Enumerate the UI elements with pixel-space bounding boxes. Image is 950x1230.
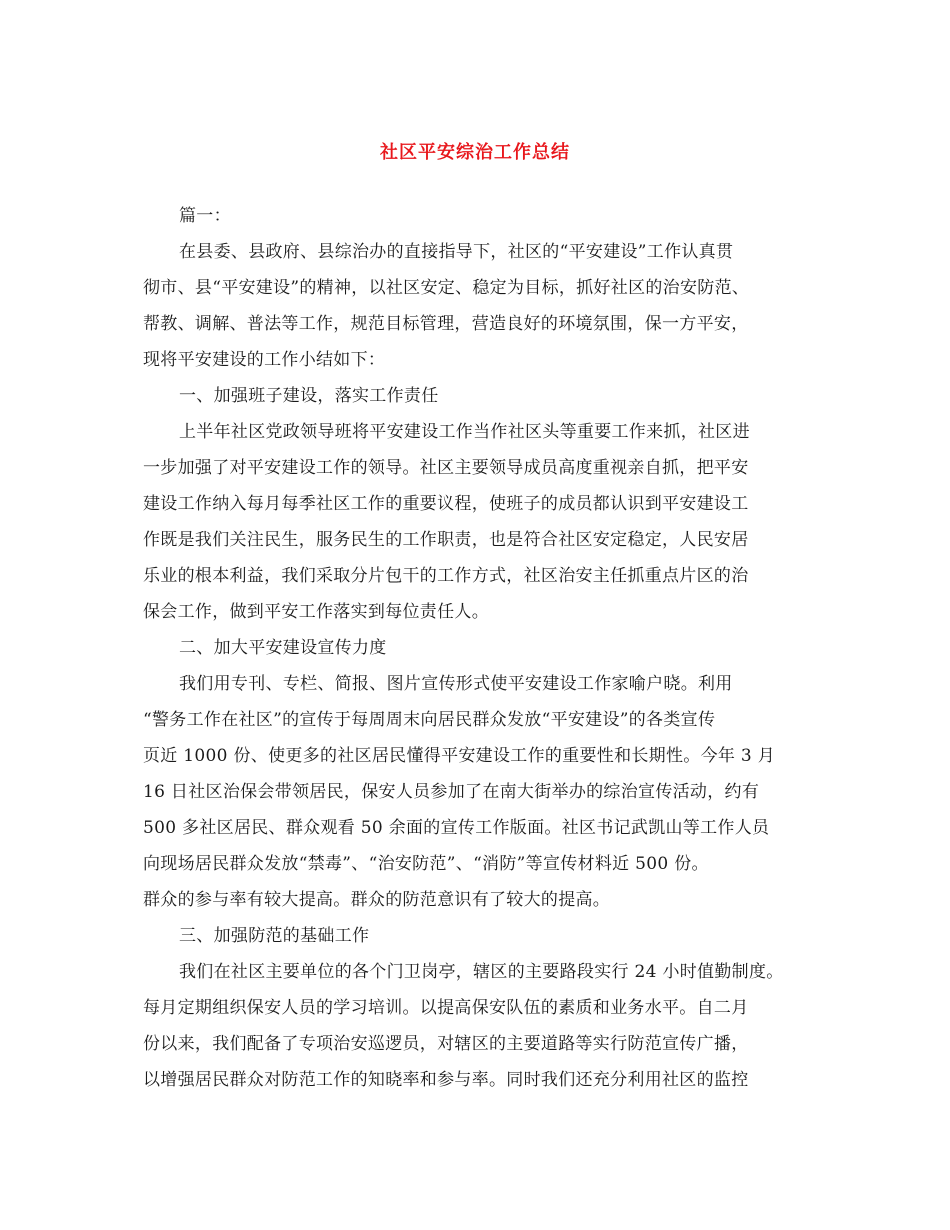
document-title: 社区平安综治工作总结 — [380, 142, 570, 163]
text-line: 作既是我们关注民生，服务民生的工作职责，也是符合社区安定稳定，人民安居 — [143, 530, 749, 550]
text-line: 乐业的根本利益，我们采取分片包干的工作方式，社区治安主任抓重点片区的治 — [143, 566, 749, 586]
text-line: 16 日社区治保会带领居民，保安人员参加了在南大街举办的综治宣传活动，约有 — [143, 782, 760, 802]
text-line: 建设工作纳入每月每季社区工作的重要议程，使班子的成员都认识到平安建设工 — [143, 494, 749, 514]
text-line: 以增强居民群众对防范工作的知晓率和参与率。同时我们还充分利用社区的监控 — [143, 1070, 749, 1090]
document-body — [143, 198, 823, 1098]
text-line: 上半年社区党政领导班将平安建设工作当作社区头等重要工作来抓，社区进 — [179, 422, 750, 442]
text-line: 每月定期组织保安人员的学习培训。以提高保安队伍的素质和业务水平。自二月 — [143, 998, 749, 1018]
text-line: 一步加强了对平安建设工作的领导。社区主要领导成员高度重视亲自抓，把平安 — [143, 458, 749, 478]
text-line: 份以来，我们配备了专项治安巡逻员，对辖区的主要道路等实行防范宣传广播， — [143, 1034, 749, 1054]
text-line: 保会工作，做到平安工作落实到每位责任人。 — [143, 602, 489, 622]
text-line: 彻市、县“平安建设”的精神，以社区安定、稳定为目标，抓好社区的治安防范、 — [143, 278, 750, 298]
text-line: 500 多社区居民、群众观看 50 余面的宣传工作版面。社区书记武凯山等工作人员 — [143, 818, 770, 838]
text-line: 篇一： — [179, 206, 231, 226]
text-line: 三、加强防范的基础工作 — [179, 926, 370, 946]
text-line: 我们在社区主要单位的各个门卫岗亭，辖区的主要路段实行 24 小时值勤制度。 — [179, 962, 784, 982]
text-line: 群众的参与率有较大提高。群众的防范意识有了较大的提高。 — [143, 890, 611, 910]
text-line: 页近 1000 份、使更多的社区居民懂得平安建设工作的重要性和长期性。今年 3 月 — [143, 746, 775, 766]
text-line: 二、加大平安建设宣传力度 — [179, 638, 387, 658]
text-line: “警务工作在社区”的宣传于每周周末向居民群众发放“平安建设”的各类宣传 — [143, 710, 716, 730]
text-line: 向现场居民群众发放“禁毒”、“治安防范”、“消防”等宣传材料近 500 份。 — [143, 854, 709, 874]
text-line: 在县委、县政府、县综治办的直接指导下，社区的“平安建设”工作认真贯 — [179, 242, 734, 262]
text-line: 帮教、调解、普法等工作，规范目标管理，营造良好的环境氛围，保一方平安， — [143, 314, 749, 334]
text-line: 我们用专刊、专栏、简报、图片宣传形式使平安建设工作家喻户晓。利用 — [179, 674, 733, 694]
text-line: 现将平安建设的工作小结如下： — [143, 350, 386, 370]
text-line: 一、加强班子建设，落实工作责任 — [179, 386, 439, 406]
